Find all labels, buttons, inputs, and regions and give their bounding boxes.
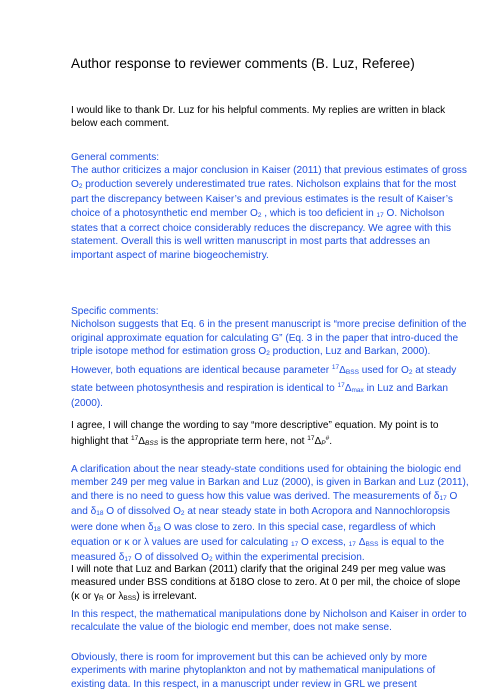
- manipulations-paragraph: In this respect, the mathematical manipulations done by Nicholson and Kaiser in order to recalculate the value of the biologic end member, does not make sense.: [71, 609, 467, 634]
- clarification-paragraph: A clarification about the near steady-state conditions used for obtaining the biologic end member 249 per meg value in Barkan and Luz (2000), is given in Barkan and Luz (2011), and there is no need to guess how this value was derived. The measurements of δ17 O and δ18 O of dissolved O2 at near steady state in both Acropora and Nannochloropsis were done when δ18 O was close to zero. In this special case, regardless of which equation or κ or λ values are used for calculating 17 O excess, 17 ΔBSS is equal to the measured δ17 O of dissolved O2 within the experimental precision.: [71, 464, 469, 564]
- document-title: Author response to reviewer comments (B. Luz, Referee): [71, 56, 415, 71]
- obviously-paragraph: Obviously, there is room for improvement but this can be achieved only by more experiments with marine phytoplankton and not by mathematical manipulations of existing data. In this respect, in a manuscript under review in GRL we present: [71, 652, 436, 690]
- specific-comments-heading: Specific comments:: [71, 306, 159, 317]
- reply-paragraph-1: I agree, I will change the wording to say “more descriptive” equation. My point is to highlight that $^{17}$ΔBSS is the appropriate term here, not $^{17}$ΔP#.: [71, 420, 439, 448]
- general-comments-block: [71, 151, 471, 262]
- specific-comments-block: [71, 305, 471, 411]
- reply-paragraph-2: I will note that Luz and Barkan (2011) clarify that the original 249 per meg value was measured under BSS conditions at δ18O close to zero. At 0 per mil, the choice of slope (κ or γR or λBSS) is irrelevant.: [71, 564, 461, 602]
- specific-comments-text: Nicholson suggests that Eq. 6 in the present manuscript is “more precise definition of the original approximate equation for calculating G” (Eq. 3 in the paper that intro-duced the triple isotope method for estimation gross O2 production, Luz and Barkan, 2000). However, both equations are identical because parameter $^{17}$ΔBSS used for O2 at steady state between photosynthesis and respiration is identical to $^{17}$Δmax in Luz and Barkan (2000).: [71, 319, 467, 410]
- intro-paragraph: I would like to thank Dr. Luz for his helpful comments. My replies are written in black below each comment.: [71, 105, 446, 130]
- general-comments-heading: General comments:: [71, 152, 160, 163]
- general-comments-text: The author criticizes a major conclusion in Kaiser (2011) that previous estimates of gross O2 production severely underestimated true rates. Nicholson explains that for the most part the discrepancy between Kaiser’s and previous estimates is the result of Kaiser’s choice of a photosynthetic end member O2 , which is too deficient in 17 O. Nicholson states that a correct choice considerably reduces the discrepancy. We agree with this statement. Overall this is well written manuscript in most parts that addresses an important aspect of marine biogeochemistry.: [71, 165, 467, 261]
